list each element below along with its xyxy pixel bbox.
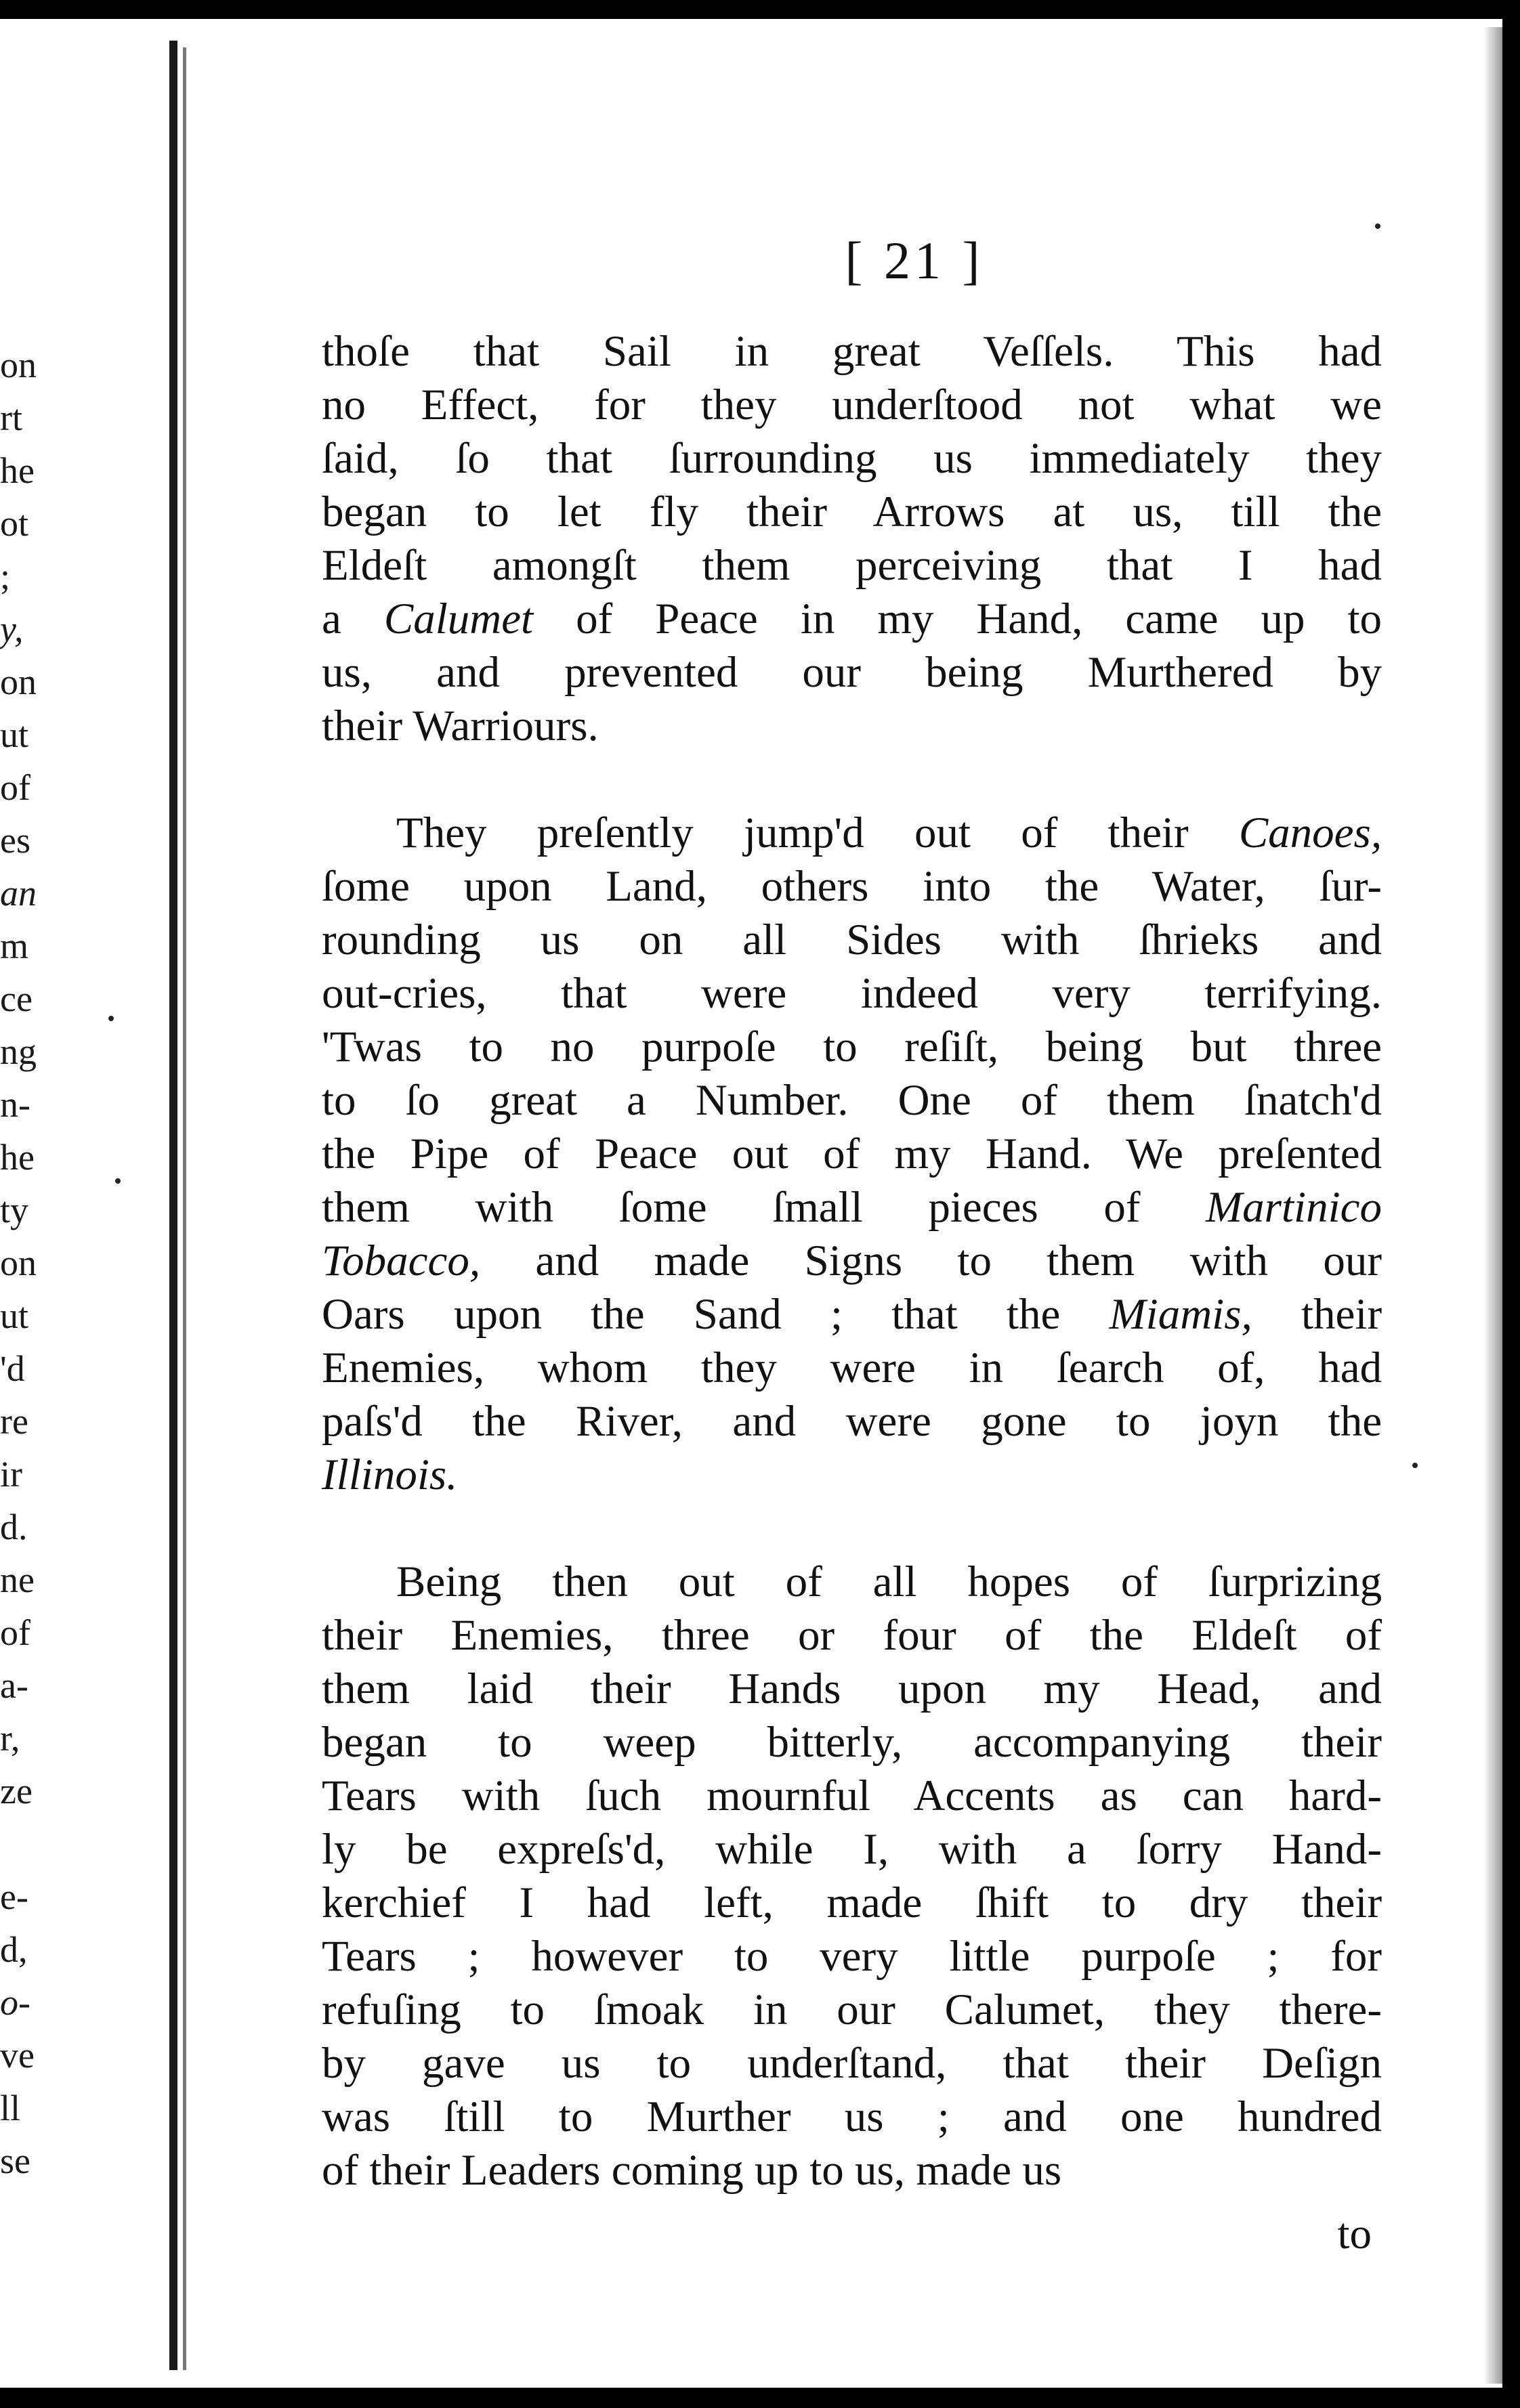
left-fragment: an (0, 873, 37, 913)
page-right-shadow (1483, 27, 1502, 2384)
text-line: ſome upon Land, others into the Water, ſur- (322, 862, 1382, 911)
scan-border-bottom (0, 2388, 1520, 2408)
text-line: refuſing to ſmoak in our Calumet, they there- (322, 1985, 1382, 2034)
left-fragment: re (0, 1401, 28, 1442)
text-line: Oars upon the Sand ; that the Miamis, their (322, 1290, 1382, 1339)
text-line: a Calumet of Peace in my Hand, came up to (322, 595, 1382, 643)
scan-speck (1412, 1463, 1418, 1468)
paragraph (322, 1555, 1382, 2197)
left-fragment: d, (0, 1929, 28, 1970)
text-line: paſs'd the River, and were gone to joyn the (322, 1397, 1382, 1446)
text-line: them with ſome ſmall pieces of Martinico (322, 1183, 1382, 1232)
left-fragment (0, 1818, 41, 1870)
scan-border-right (1502, 0, 1520, 2408)
left-fragment: ty (0, 1190, 29, 1230)
scan-border-top (0, 0, 1520, 19)
text-line: Eldeſt amongſt them perceiving that I had (322, 541, 1382, 590)
left-fragment: o- (0, 1982, 30, 2023)
left-fragment: y, (0, 609, 24, 649)
left-fragment: m (0, 926, 29, 966)
paragraph (322, 807, 1382, 1502)
paragraph (322, 325, 1382, 753)
page-number: [ 21 ] (845, 231, 984, 290)
left-fragment: e- (0, 1876, 28, 1917)
text-line: thoſe that Sail in great Veſſels. This had (322, 327, 1382, 376)
text-line: 'Twas to no purpoſe to reſiſt, being but three (322, 1023, 1382, 1071)
left-fragment: ; (0, 556, 11, 597)
text-line: Illinois. (322, 1450, 458, 1499)
text-line: They preſently jump'd out of their Canoes, (396, 809, 1382, 857)
text-line: the Pipe of Peace out of my Hand. We preſented (322, 1130, 1382, 1178)
left-fragment: 'd (0, 1348, 25, 1389)
text-line: Enemies, whom they were in ſearch of, had (322, 1343, 1382, 1392)
left-fragment: ut (0, 714, 29, 755)
text-line: ſaid, ſo that ſurrounding us immediately they (322, 434, 1382, 483)
book-gutter (169, 41, 177, 2370)
text-line: them laid their Hands upon my Head, and (322, 1664, 1382, 1713)
left-fragment: r, (0, 1718, 20, 1759)
left-fragment: rt (0, 397, 22, 438)
left-fragment: ut (0, 1295, 29, 1336)
left-fragment: ll (0, 2088, 21, 2128)
text-line: ly be expreſs'd, while I, with a ſorry Hand- (322, 1825, 1382, 1874)
left-fragment: ir (0, 1454, 22, 1495)
text-line: Tears with ſuch mournful Accents as can hard- (322, 1771, 1382, 1820)
left-fragment: ze (0, 1771, 33, 1811)
left-fragment: se (0, 2141, 30, 2181)
text-line: no Effect, for they underſtood not what we (322, 381, 1382, 429)
text-line: Tobacco, and made Signs to them with our (322, 1237, 1382, 1285)
text-line: their Warriours. (322, 702, 599, 750)
text-line: Tears ; however to very little purpoſe ; for (322, 1932, 1382, 1981)
text-line: rounding us on all Sides with ſhrieks and (322, 916, 1382, 964)
body-text (322, 325, 1382, 2197)
catchword: to (1337, 2210, 1372, 2258)
text-line: Being then out of all hopes of ſurprizing (396, 1557, 1382, 1606)
page-edge-line (183, 47, 186, 2370)
left-fragment: ng (0, 1031, 37, 1072)
left-fragment: of (0, 767, 30, 808)
scan-speck (1375, 223, 1380, 229)
left-fragment: ce (0, 979, 33, 1019)
left-fragment: on (0, 345, 37, 385)
text-line: their Enemies, three or four of the Eldeſt of (322, 1611, 1382, 1660)
left-fragment: es (0, 820, 30, 861)
left-fragment: he (0, 1137, 35, 1178)
left-fragment: of (0, 1612, 30, 1653)
left-fragment: ot (0, 503, 29, 544)
text-line: began to let fly their Arrows at us, till the (322, 488, 1382, 536)
text-line: out-cries, that were indeed very terrifying. (322, 969, 1382, 1018)
left-fragment: d. (0, 1507, 28, 1547)
text-line: of their Leaders coming up to us, made us (322, 2146, 1062, 2195)
scan-speck (108, 1016, 114, 1021)
previous-page-fragments (0, 339, 41, 2187)
text-line: was ſtill to Murther us ; and one hundred (322, 2092, 1382, 2141)
scan-speck (115, 1178, 121, 1184)
left-fragment: on (0, 662, 37, 702)
text-line: to ſo great a Number. One of them ſnatch'd (322, 1076, 1382, 1125)
left-fragment: he (0, 450, 35, 491)
left-fragment: ve (0, 2035, 35, 2076)
text-line: began to weep bitterly, accompanying their (322, 1718, 1382, 1767)
text-line: by gave us to underſtand, that their Deſign (322, 2039, 1382, 2088)
left-fragment: a- (0, 1665, 28, 1706)
text-line: us, and prevented our being Murthered by (322, 648, 1382, 697)
left-fragment: on (0, 1243, 37, 1283)
left-fragment: n- (0, 1084, 30, 1125)
text-line: kerchief I had left, made ſhift to dry their (322, 1878, 1382, 1927)
left-fragment: ne (0, 1560, 35, 1600)
